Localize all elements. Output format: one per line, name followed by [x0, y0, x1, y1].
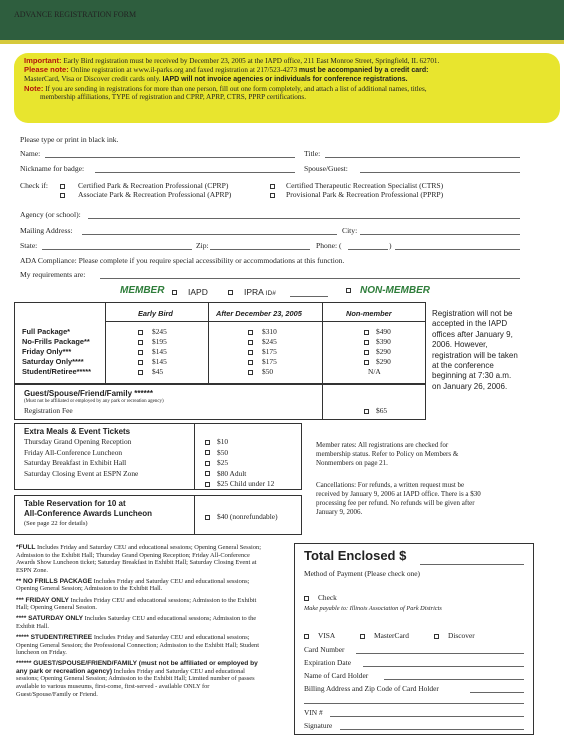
nonmember-price-checkbox[interactable]	[364, 330, 369, 335]
divider	[322, 302, 323, 384]
zip-label: Zip:	[196, 241, 209, 250]
guest-title: Guest/Spouse/Friend/Family ******	[24, 389, 153, 398]
early-bird-price-option[interactable]: $245	[138, 327, 167, 336]
col-nonmember: Non-member	[346, 309, 392, 318]
billing-field-2[interactable]	[304, 703, 524, 704]
early-bird-checkbox[interactable]	[138, 360, 143, 365]
divider	[105, 302, 106, 384]
mastercard-checkbox[interactable]	[360, 634, 365, 639]
nickname-field[interactable]	[95, 172, 295, 173]
footnote-item: *** FRIDAY ONLY Includes Friday CEU and educational sessions; Admission to the Exhibit Hall; Opening General Session.	[16, 596, 257, 612]
after-price-option[interactable]: $175	[248, 347, 277, 356]
spouse-label: Spouse/Guest:	[304, 164, 348, 173]
discover-option[interactable]: Discover	[434, 631, 475, 640]
instructions: Please type or print in black ink.	[20, 135, 119, 144]
after-price-option[interactable]: $245	[248, 337, 277, 346]
mailing-label: Mailing Address:	[20, 226, 73, 235]
footnotes	[16, 544, 266, 702]
footnote-item: ***** STUDENT/RETIREE Includes Friday and Saturday CEU and educational sessions; Opening General Session; the Professional Connection; Admission to the Exhibit Hall; Student luncheon on Friday.	[16, 633, 259, 657]
card-holder-field[interactable]	[384, 679, 524, 680]
guest-fee-label: Registration Fee	[24, 406, 73, 415]
nonmember-price-checkbox[interactable]	[364, 340, 369, 345]
member-rates-note: Member rates: All registrations are checked for membership status. Refer to Policy on Members & Nonmembers on page 21.	[316, 441, 459, 467]
vin-field[interactable]	[330, 716, 524, 717]
requirements-field[interactable]	[100, 278, 520, 279]
nonmember-option[interactable]: NON-MEMBER	[346, 285, 430, 296]
after-checkbox[interactable]	[248, 360, 253, 365]
note-label: Note:	[24, 83, 44, 93]
mastercard-option[interactable]: MasterCard	[360, 631, 409, 640]
nonmember-price-checkbox[interactable]	[364, 360, 369, 365]
check-option[interactable]: Check	[304, 593, 337, 602]
cprp-checkbox[interactable]	[60, 184, 65, 189]
billing-label: Billing Address and Zip Code of Card Holder	[304, 684, 439, 693]
ada-text: ADA Compliance: Please complete if you require special accessibility or accommodations at this function.	[20, 256, 345, 265]
state-field[interactable]	[42, 249, 192, 250]
nonmember-price-checkbox[interactable]	[364, 350, 369, 355]
credit-card-required: must be accompanied by a credit card:	[298, 66, 429, 74]
meals-title: Extra Meals & Event Tickets	[24, 427, 131, 436]
check-if-label: Check if:	[20, 181, 49, 190]
divider	[194, 495, 195, 535]
table-res-checkbox[interactable]	[205, 515, 210, 520]
meal-checkbox[interactable]	[205, 471, 210, 476]
col-after: After December 23, 2005	[216, 309, 302, 318]
price-row-label: Saturday Only****	[22, 357, 84, 366]
guest-fee-option[interactable]: $65	[364, 406, 387, 415]
title-label: Title:	[304, 149, 321, 158]
city-field[interactable]	[360, 234, 520, 235]
ipra-id-field[interactable]	[290, 296, 328, 297]
early-bird-checkbox[interactable]	[138, 330, 143, 335]
meal-option[interactable]: $50	[205, 448, 228, 457]
iapd-checkbox[interactable]	[172, 290, 177, 295]
name-field[interactable]	[45, 157, 295, 158]
visa-option[interactable]: VISA	[304, 631, 335, 640]
title-field[interactable]	[325, 157, 520, 158]
nonmember-price-option[interactable]: $390	[364, 337, 391, 346]
header-stripe	[0, 40, 564, 44]
after-checkbox[interactable]	[248, 370, 253, 375]
ipra-checkbox[interactable]	[228, 290, 233, 295]
divider	[105, 321, 426, 322]
name-label: Name:	[20, 149, 41, 158]
card-holder-label: Name of Card Holder	[304, 671, 369, 680]
city-label: City:	[342, 226, 358, 235]
pprp-checkbox[interactable]	[270, 193, 275, 198]
child-checkbox[interactable]	[205, 482, 210, 487]
after-price-option[interactable]: $310	[248, 327, 277, 336]
header-band	[0, 0, 564, 40]
important-notice	[14, 53, 560, 123]
ctrs-checkbox[interactable]	[270, 184, 275, 189]
footnote-item: **** SATURDAY ONLY Includes Saturday CEU and educational sessions; Admission to the Exhibit Hall.	[16, 615, 257, 630]
card-types: MasterCard, Visa or Discover credit cards only.	[24, 75, 163, 84]
phone-label: Phone: (	[316, 241, 342, 250]
zip-field[interactable]	[210, 249, 310, 250]
divider	[208, 302, 209, 384]
price-row-label: Full Package*	[22, 327, 71, 336]
guest-checkbox[interactable]	[364, 409, 369, 414]
no-invoice-notice: IAPD will not invoice agencies or individuals for conference registrations.	[162, 76, 408, 84]
signature-label: Signature	[304, 721, 333, 730]
early-bird-price-option[interactable]: $145	[138, 347, 167, 356]
divider	[194, 423, 195, 490]
meal-checkbox[interactable]	[205, 450, 210, 455]
please-note-label: Please note:	[24, 64, 69, 74]
payment-method-label: Method of Payment (Please check one)	[304, 569, 420, 578]
after-price-option[interactable]: $50	[248, 367, 273, 376]
early-bird-checkbox[interactable]	[138, 340, 143, 345]
phone-close: )	[389, 241, 392, 250]
footnote-item: ****** GUEST/SPOUSE/FRIEND/FAMILY (must not be affiliated or employed by any park or recreation agency) Includes Friday and Saturday CEU and educational sessions; Opening General Session; Admission to the Exhibit Hall; Limited number of passes available to various museums, first-come, first-served - available ONLY for Guest/Spouse/Family or Friend.	[16, 660, 258, 698]
aprp-checkbox[interactable]	[60, 193, 65, 198]
meal-option[interactable]: $10	[205, 437, 228, 446]
state-label: State:	[20, 241, 38, 250]
card-number-field[interactable]	[356, 653, 524, 654]
early-bird-price-option[interactable]: $195	[138, 337, 167, 346]
card-number-label: Card Number	[304, 645, 345, 654]
meal-label: Thursday Grand Opening Reception	[24, 437, 132, 446]
meal-option[interactable]: $25	[205, 458, 228, 467]
member-heading: MEMBER	[120, 285, 165, 296]
meal-label: Saturday Closing Event at ESPN Zone	[24, 468, 139, 478]
after-checkbox[interactable]	[248, 350, 253, 355]
expiration-field[interactable]	[363, 666, 524, 667]
meal-option[interactable]: $80 Adult	[205, 469, 246, 478]
nickname-label: Nickname for badge:	[20, 164, 85, 173]
form-title: ADVANCE REGISTRATION FORM	[14, 10, 137, 19]
phone-area-field[interactable]	[348, 249, 388, 250]
agency-label: Agency (or school):	[20, 210, 81, 219]
cprp-option[interactable]: Certified Park & Recreation Professional (CPRP)	[60, 181, 228, 190]
iapd-option[interactable]: IAPD	[172, 287, 208, 297]
nonmember-price-option[interactable]: $490	[364, 327, 391, 336]
nonmember-price-option[interactable]: $290	[364, 357, 391, 366]
visa-checkbox[interactable]	[304, 634, 309, 639]
ctrs-option[interactable]: Certified Therapeutic Recreation Specialist (CTRS)	[270, 181, 443, 190]
early-bird-checkbox[interactable]	[138, 350, 143, 355]
footnote-item: *FULL Includes Friday and Saturday CEU and educational sessions; Opening General Session; Admission to the Exhibit Hall; Thursday Grand Opening Reception; Friday All-Conference Awards Show Luncheon ticket; Saturday Breakfast in Exhibit Hall; Saturday Closing Event at ESPN Zone.	[16, 544, 262, 574]
nonmember-checkbox[interactable]	[346, 288, 351, 293]
meal-label: Friday All-Conference Luncheon	[24, 447, 123, 457]
total-enclosed-field[interactable]	[420, 564, 524, 565]
cancellation-note: Cancellations: For refunds, a written request must be received by January 9, 2006 at IAPD office. There is a $30 processing fee per refund. No refunds will be given after January 9, 2006.	[316, 481, 481, 516]
agency-field[interactable]	[88, 218, 520, 219]
phone-field[interactable]	[395, 249, 520, 250]
please-note-text: Online registration at www.il-parks.org and faxed registration at 217/523-4273	[68, 65, 299, 74]
price-row-label: Friday Only***	[22, 347, 72, 356]
mailing-field[interactable]	[82, 234, 337, 235]
billing-field[interactable]	[470, 692, 524, 693]
total-enclosed-label: Total Enclosed $	[304, 548, 407, 563]
nonmember-price-na: N/A	[368, 367, 381, 376]
footnote-item: ** NO FRILLS PACKAGE Includes Friday and Saturday CEU and educational sessions; Opening General Session; Admission to the Exhibit Hall.	[16, 577, 250, 593]
registration-deadline-note: Registration will not be accepted in the IAPD offices after January 9, 2006. However, registration will be taken at the conference beginning at 7:30 a.m. on January 26, 2006.	[432, 309, 518, 391]
meal-checkbox[interactable]	[205, 461, 210, 466]
table-res-option[interactable]: $40 (nonrefundable)	[205, 512, 278, 521]
signature-field[interactable]	[340, 729, 524, 730]
check-checkbox[interactable]	[304, 596, 309, 601]
price-row-label: No-Frills Package**	[22, 337, 90, 346]
aprp-option[interactable]: Associate Park & Recreation Professional (APRP)	[60, 190, 231, 199]
vin-label: VIN #	[304, 708, 323, 717]
early-bird-checkbox[interactable]	[138, 370, 143, 375]
ipra-option[interactable]: IPRA ID#	[228, 287, 276, 297]
early-bird-price-option[interactable]: $145	[138, 357, 167, 366]
after-checkbox[interactable]	[248, 330, 253, 335]
nonmember-price-option[interactable]: $290	[364, 347, 391, 356]
expiration-label: Expiration Date	[304, 658, 351, 667]
important-text: Early Bird registration must be received by December 23, 2005 at the IAPD office, 211 East Monroe Street, Springfield, IL 62701.	[61, 57, 440, 65]
table-res-title: Table Reservation for 10 at	[24, 499, 126, 508]
note-text-cont: membership affiliations, TYPE of registration and CPRP, APRP, CTRS, PPRP certifications.	[40, 93, 307, 102]
pprp-option[interactable]: Provisional Park & Recreation Professional (PPRP)	[270, 190, 443, 199]
early-bird-price-option[interactable]: $45	[138, 367, 163, 376]
meal-checkbox[interactable]	[205, 440, 210, 445]
after-checkbox[interactable]	[248, 340, 253, 345]
spouse-field[interactable]	[360, 172, 520, 173]
col-early-bird: Early Bird	[138, 309, 173, 318]
table-res-title-2: All-Conference Awards Luncheon	[24, 509, 153, 518]
divider	[322, 384, 323, 420]
price-row-label: Student/Retiree*****	[22, 367, 91, 376]
important-label: Important:	[24, 56, 62, 65]
discover-checkbox[interactable]	[434, 634, 439, 639]
child-ticket-option[interactable]: $25 Child under 12	[205, 479, 274, 488]
table-res-note: (See page 22 for details)	[24, 520, 88, 527]
after-price-option[interactable]: $175	[248, 357, 277, 366]
guest-note: (Must not be affiliated or employed by any park or recreation agency)	[24, 399, 164, 404]
note-text: If you are sending in registrations for more than one person, fill out one form completely, and attach a list of additional names, titles,	[43, 84, 427, 93]
requirements-label: My requirements are:	[20, 270, 86, 279]
payable-to: Make payable to: Illinois Association of Park Districts	[304, 605, 442, 612]
meal-label: Saturday Breakfast in Exhibit Hall	[24, 458, 127, 467]
